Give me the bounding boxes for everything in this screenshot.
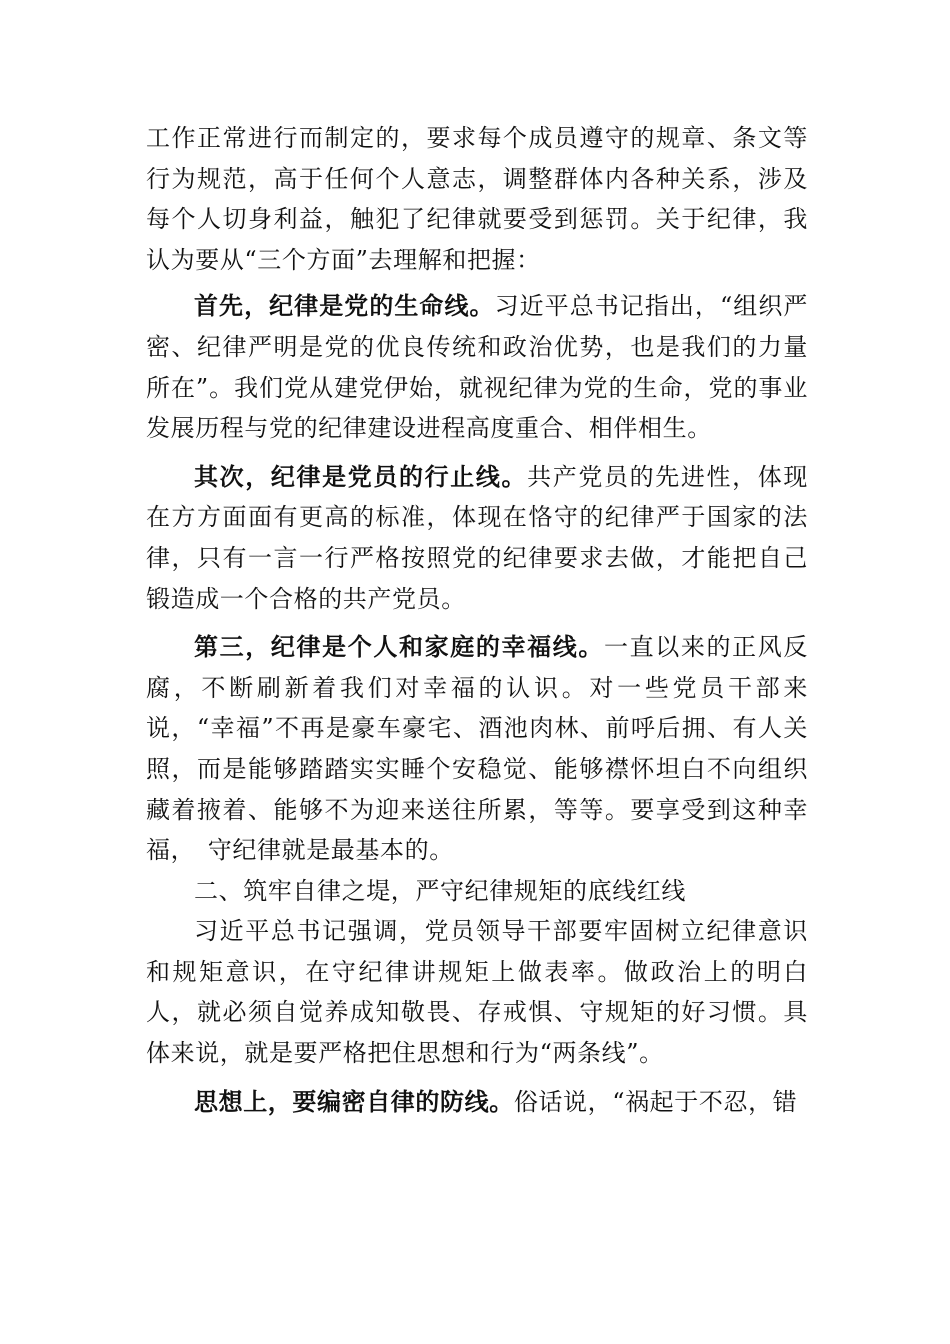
section-heading-two xyxy=(146,871,808,912)
paragraph-lead-bold: 首先，纪律是党的生命线。 xyxy=(194,292,495,321)
paragraph-second-point xyxy=(146,457,808,619)
paragraph-text: 一直以来的正风反腐，不断刷新着我们对幸福的认识。对一些党员干部来说，“幸福”不再是豪车豪宅、酒池肉林、前呼后拥、有人关照，而是能够踏踏实实睡个安稳觉、能够襟怀坦白不向组织藏着掖着、能够不为迎来送往所累，等等。要享受到这种幸福， 守纪律就是最基本的。 xyxy=(146,633,808,865)
paragraph-text: 习近平总书记强调，党员领导干部要牢固树立纪律意识和规矩意识，在守纪律讲规矩上做表率。做政治上的明白人，就必须自觉养成知敬畏、存戒惧、守规矩的好习惯。具体来说，就是要严格把住思想和行为“两条线”。 xyxy=(146,917,808,1068)
paragraph-lead-bold: 第三，纪律是个人和家庭的幸福线。 xyxy=(194,633,605,662)
paragraph-discipline-definition xyxy=(146,118,808,280)
document-body xyxy=(146,118,808,1122)
paragraph-first-point xyxy=(146,286,808,448)
paragraph-text: 习近平总书记指出，“组织严密、纪律严明是党的优良传统和政治优势，也是我们的力量所在”。我们党从建党伊始，就视纪律为党的生命，党的事业发展历程与党的纪律建设进程高度重合、相伴相生。 xyxy=(146,292,808,443)
paragraph-text: 俗话说，“祸起于不忍，错 xyxy=(513,1087,798,1116)
paragraph-third-point xyxy=(146,627,808,871)
paragraph-lead-bold: 其次，纪律是党员的行止线。 xyxy=(194,462,528,491)
paragraph-text: 共产党员的先进性，体现在方方面面有更高的标准，体现在恪守的纪律严于国家的法律，只有一言一行严格按照党的纪律要求去做，才能把自己锻造成一个合格的共产党员。 xyxy=(146,462,808,613)
paragraph-self-discipline xyxy=(146,911,808,1073)
paragraph-thought-line xyxy=(146,1082,808,1123)
section-heading-text: 二、筑牢自律之堤，严守纪律规矩的底线红线 xyxy=(194,876,686,905)
paragraph-lead-bold: 思想上，要编密自律的防线。 xyxy=(194,1087,514,1116)
paragraph-text: 工作正常进行而制定的，要求每个成员遵守的规章、条文等行为规范，高于任何个人意志，调整群体内各种关系，涉及每个人切身利益，触犯了纪律就要受到惩罚。关于纪律，我认为要从“三个方面”去理解和把握： xyxy=(146,124,808,274)
